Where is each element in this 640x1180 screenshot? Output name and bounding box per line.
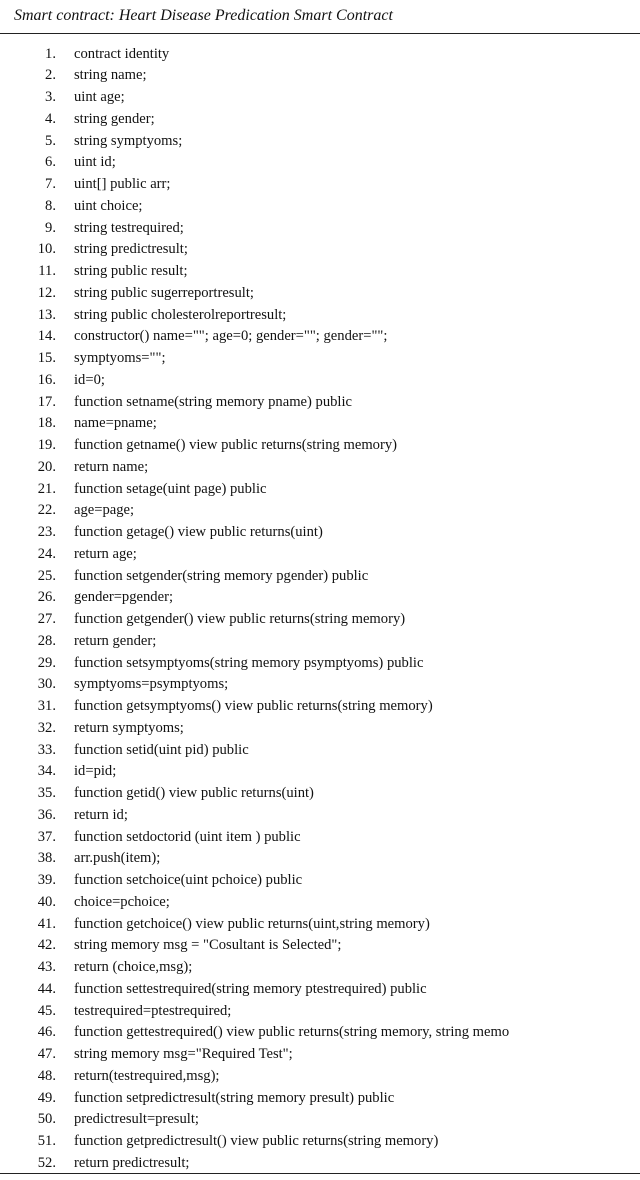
code-line [0, 1066, 640, 1088]
code-line [0, 522, 640, 544]
code-line [0, 65, 640, 87]
code-text: arr.push(item); [74, 850, 161, 867]
code-text: function settestrequired(string memory ptestrequired) public [74, 980, 427, 997]
code-line [0, 370, 640, 392]
code-text: return age; [74, 545, 137, 562]
code-line [0, 761, 640, 783]
code-text: function getgender() view public returns(string memory) [74, 611, 406, 627]
line-number: 3. [45, 89, 56, 105]
code-line [0, 109, 640, 131]
code-text: function getchoice() view public returns(uint,string memory) [74, 915, 430, 932]
code-text: function getage() view public returns(uint) [74, 524, 323, 540]
line-number: 26. [37, 589, 56, 606]
code-text: gender=pgender; [74, 589, 173, 606]
code-line [0, 631, 640, 653]
line-number: 19. [37, 437, 56, 453]
code-text: function setid(uint pid) public [74, 741, 249, 758]
code-text: id=pid; [74, 763, 117, 780]
line-number: 30. [37, 676, 56, 693]
code-line [0, 957, 640, 979]
bottom-rule [0, 1173, 640, 1174]
code-line [0, 935, 640, 957]
code-text: function setdoctorid (uint item ) public [74, 828, 301, 845]
code-line [0, 283, 640, 305]
line-number: 6. [45, 154, 56, 171]
code-text: uint choice; [74, 197, 143, 214]
code-text: function setsymptyoms(string memory psymptyoms) public [74, 654, 424, 671]
code-text: string memory msg = "Cosultant is Selected"; [74, 937, 342, 954]
line-number: 46. [37, 1024, 56, 1041]
line-number: 20. [37, 458, 56, 475]
code-line [0, 218, 640, 240]
line-number: 16. [37, 371, 56, 388]
code-text: function setgender(string memory pgender) public [74, 567, 369, 584]
line-number: 12. [37, 284, 56, 301]
code-line [0, 239, 640, 261]
code-text: string gender; [74, 110, 155, 127]
code-line [0, 718, 640, 740]
code-line [0, 1153, 640, 1175]
line-number: 48. [37, 1067, 56, 1084]
line-number: 45. [37, 1002, 56, 1019]
code-line [0, 827, 640, 849]
line-number: 5. [45, 132, 56, 149]
code-line [0, 1109, 640, 1131]
line-number: 8. [45, 197, 56, 214]
code-line [0, 1044, 640, 1066]
top-rule [0, 33, 640, 34]
code-text: function gettestrequired() view public returns(string memory, string memo [74, 1024, 510, 1041]
code-line [0, 500, 640, 522]
code-text: predictresult=presult; [74, 1111, 199, 1128]
code-line [0, 1131, 640, 1153]
code-text: symptyoms=psymptyoms; [74, 676, 229, 693]
code-text: string public sugerreportresult; [74, 284, 254, 301]
line-number: 4. [45, 110, 56, 127]
line-number: 11. [38, 263, 56, 279]
line-number: 10. [37, 241, 56, 258]
code-text: return id; [74, 806, 128, 823]
code-line [0, 152, 640, 174]
line-number: 43. [37, 959, 56, 975]
code-text: uint id; [74, 154, 116, 171]
code-line [0, 979, 640, 1001]
code-line [0, 892, 640, 914]
code-text: function getpredictresult() view public returns(string memory) [74, 1133, 439, 1149]
line-number: 52. [37, 1154, 56, 1171]
code-text: function setpredictresult(string memory presult) public [74, 1089, 395, 1106]
line-number: 22. [37, 502, 56, 519]
line-number: 50. [37, 1111, 56, 1128]
line-number: 23. [37, 524, 56, 540]
code-text: return predictresult; [74, 1154, 190, 1171]
code-text: string testrequired; [74, 219, 184, 236]
code-text: function getname() view public returns(string memory) [74, 437, 397, 453]
code-line [0, 348, 640, 370]
line-number: 40. [37, 893, 56, 910]
code-line [0, 131, 640, 153]
line-number: 36. [37, 806, 56, 823]
code-text: return symptyoms; [74, 719, 184, 736]
code-text: uint[] public arr; [74, 176, 171, 192]
code-line [0, 1022, 640, 1044]
line-number: 41. [37, 915, 56, 932]
line-number: 24. [37, 545, 56, 562]
line-number: 14. [37, 328, 56, 345]
line-number: 13. [37, 306, 56, 323]
code-text: string memory msg="Required Test"; [74, 1046, 293, 1062]
code-text: constructor() name=""; age=0; gender=""; gender=""; [74, 328, 388, 345]
line-number: 33. [37, 741, 56, 758]
code-line [0, 870, 640, 892]
line-number: 44. [37, 980, 56, 997]
code-text: return gender; [74, 632, 157, 649]
code-text: contract identity [74, 45, 170, 62]
code-text: return (choice,msg); [74, 959, 193, 975]
code-line [0, 805, 640, 827]
code-line [0, 653, 640, 675]
code-line [0, 457, 640, 479]
code-text: string symptyoms; [74, 132, 183, 149]
line-number: 31. [37, 698, 56, 714]
code-text: uint age; [74, 89, 125, 105]
code-line [0, 326, 640, 348]
code-text: string public cholesterolreportresult; [74, 306, 287, 323]
listing-caption: Smart contract: Heart Disease Predication Smart Contract [14, 7, 393, 24]
line-number: 27. [37, 611, 56, 627]
code-line [0, 261, 640, 283]
code-text: function getid() view public returns(uint) [74, 785, 314, 801]
code-text: age=page; [74, 502, 135, 519]
line-number: 2. [45, 67, 56, 84]
line-number: 29. [37, 654, 56, 671]
code-line [0, 1088, 640, 1110]
code-line [0, 566, 640, 588]
line-number: 15. [37, 350, 56, 366]
code-line [0, 609, 640, 631]
code-text: function setage(uint page) public [74, 480, 267, 497]
line-number: 32. [37, 719, 56, 736]
line-number: 35. [37, 785, 56, 801]
code-line [0, 479, 640, 501]
code-line [0, 674, 640, 696]
code-line [0, 392, 640, 414]
code-text: function setname(string memory pname) public [74, 393, 353, 410]
line-number: 9. [45, 219, 56, 236]
code-text: testrequired=ptestrequired; [74, 1002, 232, 1019]
code-lines [0, 44, 640, 1175]
code-text: function getsymptyoms() view public returns(string memory) [74, 698, 433, 714]
code-text: choice=pchoice; [74, 893, 170, 910]
line-number: 51. [37, 1133, 56, 1149]
line-number: 17. [37, 393, 56, 410]
code-text: string public result; [74, 263, 188, 279]
code-line [0, 544, 640, 566]
code-text: function setchoice(uint pchoice) public [74, 872, 303, 888]
line-number: 18. [37, 415, 56, 432]
code-line [0, 174, 640, 196]
code-line [0, 435, 640, 457]
line-number: 7. [45, 176, 56, 192]
line-number: 49. [37, 1089, 56, 1106]
code-text: string predictresult; [74, 241, 188, 258]
code-line [0, 848, 640, 870]
code-text: symptyoms=""; [74, 350, 166, 366]
line-number: 38. [37, 850, 56, 867]
code-line [0, 1001, 640, 1023]
line-number: 25. [37, 567, 56, 584]
code-line [0, 740, 640, 762]
code-line [0, 413, 640, 435]
code-line [0, 305, 640, 327]
line-number: 47. [37, 1046, 56, 1062]
code-line [0, 783, 640, 805]
line-number: 37. [37, 828, 56, 845]
code-text: return(testrequired,msg); [74, 1067, 220, 1084]
code-line [0, 87, 640, 109]
code-text: return name; [74, 458, 149, 475]
code-line [0, 696, 640, 718]
code-line [0, 196, 640, 218]
line-number: 1. [45, 45, 56, 62]
line-number: 39. [37, 872, 56, 888]
line-number: 42. [37, 937, 56, 954]
code-text: name=pname; [74, 415, 157, 432]
line-number: 34. [37, 763, 56, 780]
code-text: id=0; [74, 371, 105, 388]
code-text: string name; [74, 67, 147, 84]
code-line [0, 44, 640, 66]
code-line [0, 587, 640, 609]
line-number: 28. [37, 632, 56, 649]
code-line [0, 914, 640, 936]
line-number: 21. [37, 480, 56, 497]
